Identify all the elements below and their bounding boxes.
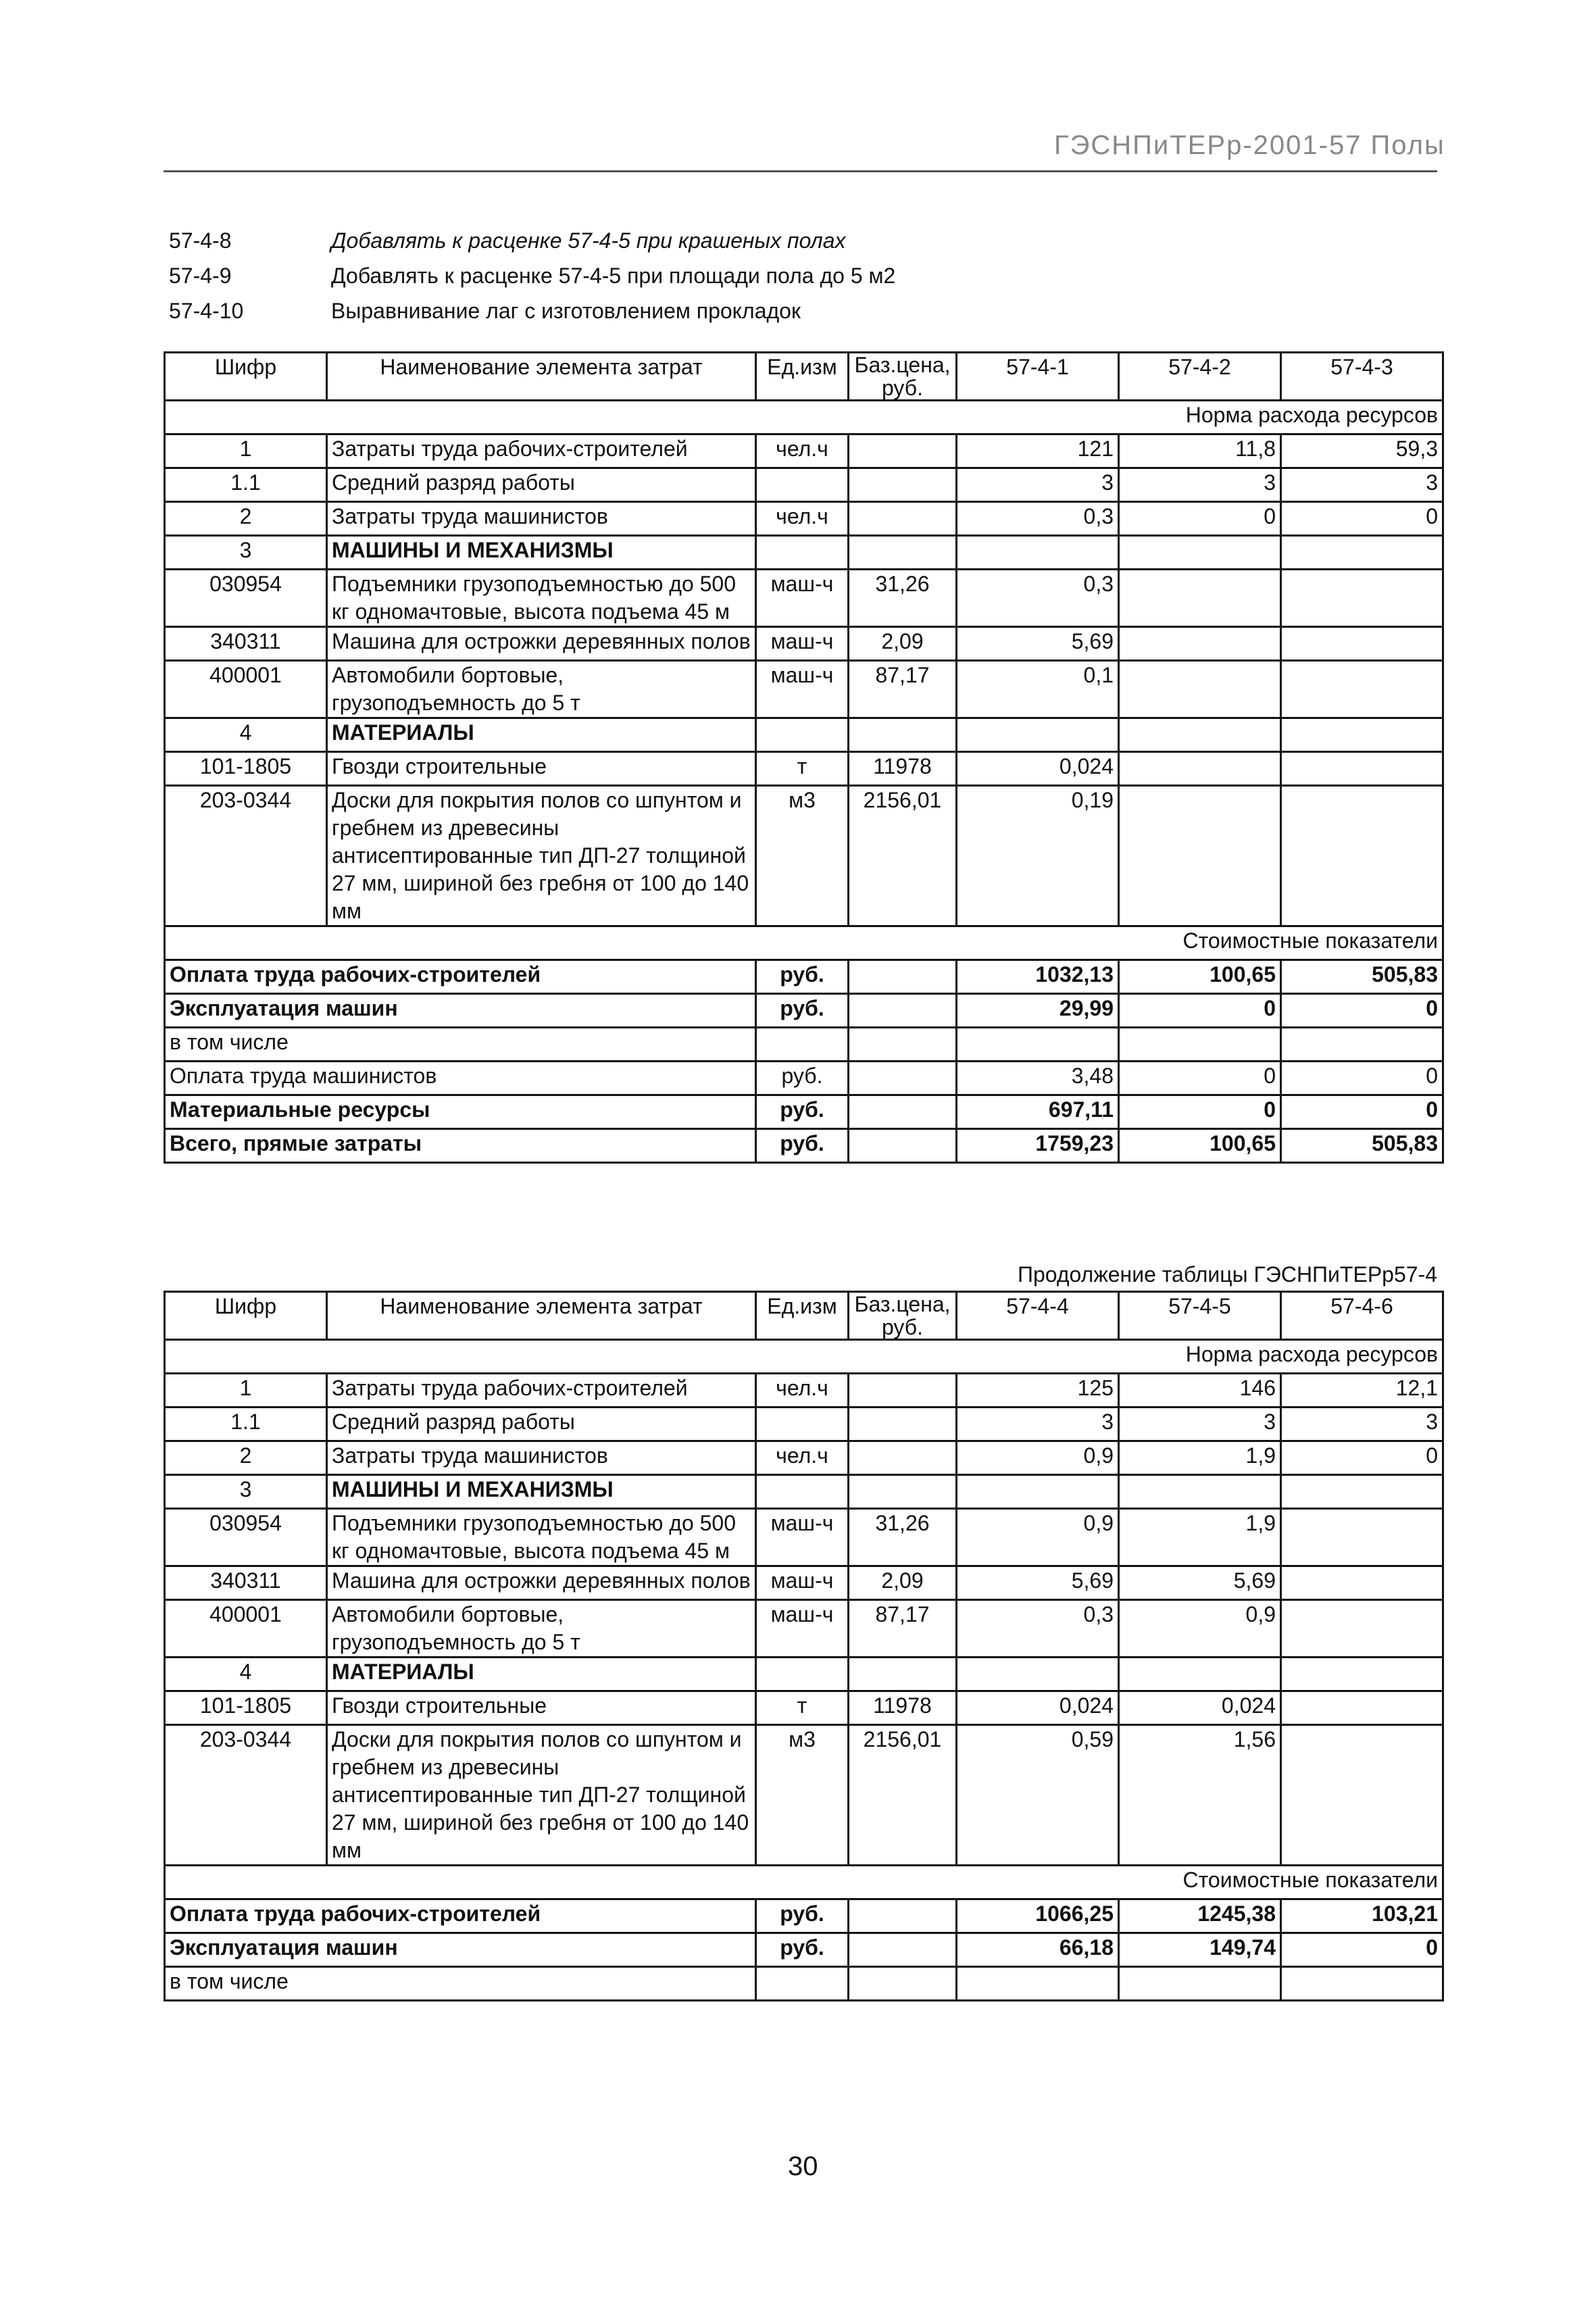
- cost-name: Материальные ресурсы: [165, 1095, 756, 1129]
- norm-band-row: [165, 401, 1443, 434]
- row-name: Доски для покрытия полов со шпунтом и гребнем из древесины антисептированные тип ДП-27 толщиной 27 мм, шириной без гребня от 100 до 140 мм: [327, 786, 756, 926]
- row-unit: т: [756, 752, 849, 786]
- row-unit: маш-ч: [756, 1509, 849, 1566]
- row-unit: [756, 1475, 849, 1509]
- row-code: 101-1805: [165, 1691, 327, 1725]
- cost-value: [1119, 1028, 1281, 1062]
- row-value: 0,024: [957, 1691, 1119, 1725]
- row-value: 3: [1281, 468, 1443, 502]
- cost-rows: [165, 960, 1443, 1163]
- norm-band-label: Норма расхода ресурсов: [165, 1340, 1443, 1374]
- row-value: 3: [1119, 1408, 1281, 1441]
- col-header-rate: 57-4-3: [1281, 353, 1443, 401]
- col-header-rate: 57-4-5: [1119, 1292, 1281, 1340]
- item-code: 57-4-8: [169, 228, 232, 253]
- row-value: 0,9: [957, 1509, 1119, 1566]
- cost-unit: руб.: [756, 1899, 849, 1933]
- item-text: Добавлять к расценке 57-4-5 при крашеных полах: [331, 228, 846, 253]
- cost-value: 505,83: [1281, 960, 1443, 994]
- cost-row: [165, 1899, 1443, 1933]
- norm-band-row: [165, 1340, 1443, 1374]
- cost-value: 0: [1281, 994, 1443, 1028]
- row-value: [1119, 661, 1281, 718]
- row-value: 121: [957, 434, 1119, 468]
- row-value: 1,56: [1119, 1725, 1281, 1866]
- item-code: 57-4-9: [169, 264, 232, 288]
- list-item: [169, 293, 895, 328]
- row-value: 0,024: [957, 752, 1119, 786]
- row-price: 11978: [849, 752, 957, 786]
- col-header-name: Наименование элемента затрат: [327, 353, 756, 401]
- row-code: 4: [165, 1658, 327, 1691]
- table-row: [165, 718, 1443, 752]
- cost-unit: [756, 1967, 849, 2001]
- col-header-code: Шифр: [165, 1292, 327, 1340]
- row-value: [1281, 1566, 1443, 1600]
- row-price: 2156,01: [849, 786, 957, 926]
- table-row: [165, 1509, 1443, 1566]
- cost-name: Оплата труда машинистов: [165, 1062, 756, 1095]
- row-value: [957, 1658, 1119, 1691]
- row-price: 2,09: [849, 627, 957, 661]
- col-header-unit: Ед.изм: [756, 1292, 849, 1340]
- cost-value: 3,48: [957, 1062, 1119, 1095]
- table-row: [165, 570, 1443, 627]
- col-header-rate: 57-4-2: [1119, 353, 1281, 401]
- row-code: 1.1: [165, 468, 327, 502]
- cost-band-label: Стоимостные показатели: [165, 1866, 1443, 1899]
- cost-band-row: [165, 926, 1443, 960]
- table-row: [165, 1691, 1443, 1725]
- item-text: Выравнивание лаг с изготовлением прокладок: [331, 299, 801, 323]
- cost-value: 0: [1119, 1062, 1281, 1095]
- row-unit: маш-ч: [756, 661, 849, 718]
- cost-name: Оплата труда рабочих-строителей: [165, 960, 756, 994]
- row-value: 0: [1281, 502, 1443, 536]
- cost-empty: [849, 1095, 957, 1129]
- row-name: Затраты труда рабочих-строителей: [327, 434, 756, 468]
- cost-name: Эксплуатация машин: [165, 994, 756, 1028]
- row-unit: маш-ч: [756, 1600, 849, 1658]
- cost-value: 0: [1119, 1095, 1281, 1129]
- row-value: 0,9: [957, 1441, 1119, 1475]
- row-name: Средний разряд работы: [327, 1408, 756, 1441]
- row-price: 2156,01: [849, 1725, 957, 1866]
- row-code: 101-1805: [165, 752, 327, 786]
- table-row: [165, 1374, 1443, 1408]
- table-row: [165, 1658, 1443, 1691]
- row-code: 2: [165, 1441, 327, 1475]
- row-code: 203-0344: [165, 786, 327, 926]
- row-code: 400001: [165, 1600, 327, 1658]
- row-value: 1,9: [1119, 1441, 1281, 1475]
- cost-row: [165, 1028, 1443, 1062]
- row-price: [849, 718, 957, 752]
- cost-value: 1245,38: [1119, 1899, 1281, 1933]
- resource-table-2: [164, 1291, 1444, 2001]
- row-name: МАШИНЫ И МЕХАНИЗМЫ: [327, 536, 756, 570]
- row-name: Машина для острожки деревянных полов: [327, 1566, 756, 1600]
- cost-value: 66,18: [957, 1933, 1119, 1967]
- cost-name: в том числе: [165, 1028, 756, 1062]
- row-value: [1281, 1658, 1443, 1691]
- row-price: [849, 1475, 957, 1509]
- col-header-code: Шифр: [165, 353, 327, 401]
- table-header-row: [165, 353, 1443, 401]
- cost-unit: руб.: [756, 1062, 849, 1095]
- row-value: [1281, 661, 1443, 718]
- table-row: [165, 1441, 1443, 1475]
- col-header-price: Баз.цена, руб.: [849, 1292, 957, 1340]
- table-row: [165, 502, 1443, 536]
- row-value: 0,3: [957, 502, 1119, 536]
- row-name: Затраты труда рабочих-строителей: [327, 1374, 756, 1408]
- cost-unit: руб.: [756, 1129, 849, 1163]
- table-row: [165, 1475, 1443, 1509]
- cost-value: [957, 1967, 1119, 2001]
- cost-empty: [849, 994, 957, 1028]
- row-value: 5,69: [1119, 1566, 1281, 1600]
- row-value: [1281, 1475, 1443, 1509]
- cost-value: 100,65: [1119, 1129, 1281, 1163]
- cost-row: [165, 1967, 1443, 2001]
- row-unit: чел.ч: [756, 1374, 849, 1408]
- table-row: [165, 1408, 1443, 1441]
- row-value: [1281, 1725, 1443, 1866]
- row-value: [1119, 1658, 1281, 1691]
- row-price: [849, 434, 957, 468]
- row-price: 2,09: [849, 1566, 957, 1600]
- row-unit: чел.ч: [756, 434, 849, 468]
- row-value: [1281, 786, 1443, 926]
- row-name: МАШИНЫ И МЕХАНИЗМЫ: [327, 1475, 756, 1509]
- cost-unit: руб.: [756, 1933, 849, 1967]
- col-header-rate: 57-4-6: [1281, 1292, 1443, 1340]
- row-name: МАТЕРИАЛЫ: [327, 1658, 756, 1691]
- row-unit: [756, 1658, 849, 1691]
- row-code: 030954: [165, 570, 327, 627]
- row-value: [957, 1475, 1119, 1509]
- row-unit: т: [756, 1691, 849, 1725]
- table-continuation-caption: Продолжение таблицы ГЭСНПиТЕРр57-4: [1017, 1262, 1437, 1287]
- item-text: Добавлять к расценке 57-4-5 при площади пола до 5 м2: [331, 264, 896, 288]
- row-unit: м3: [756, 786, 849, 926]
- norm-band-label: Норма расхода ресурсов: [165, 401, 1443, 434]
- cost-row: [165, 1129, 1443, 1163]
- table-row: [165, 434, 1443, 468]
- cost-empty: [849, 1062, 957, 1095]
- table-header-row: [165, 1292, 1443, 1340]
- row-value: [1119, 570, 1281, 627]
- row-price: [849, 1441, 957, 1475]
- row-value: [1281, 718, 1443, 752]
- row-code: 1.1: [165, 1408, 327, 1441]
- row-value: 5,69: [957, 1566, 1119, 1600]
- row-code: 340311: [165, 627, 327, 661]
- row-value: [1281, 1600, 1443, 1658]
- cost-empty: [849, 1967, 957, 2001]
- row-value: [957, 536, 1119, 570]
- table-row: [165, 1600, 1443, 1658]
- row-name: Затраты труда машинистов: [327, 1441, 756, 1475]
- row-code: 203-0344: [165, 1725, 327, 1866]
- resource-rows: [165, 434, 1443, 926]
- cost-unit: руб.: [756, 994, 849, 1028]
- row-value: 0,3: [957, 570, 1119, 627]
- cost-value: 1032,13: [957, 960, 1119, 994]
- row-value: 3: [957, 1408, 1119, 1441]
- cost-value: [1281, 1967, 1443, 2001]
- row-value: 12,1: [1281, 1374, 1443, 1408]
- cost-value: 149,74: [1119, 1933, 1281, 1967]
- row-value: [1281, 536, 1443, 570]
- row-price: [849, 468, 957, 502]
- page-number: 30: [788, 2151, 818, 2181]
- cost-row: [165, 1062, 1443, 1095]
- resource-table-1: [164, 351, 1444, 1164]
- row-value: 125: [957, 1374, 1119, 1408]
- cost-value: 1066,25: [957, 1899, 1119, 1933]
- table-row: [165, 627, 1443, 661]
- row-name: МАТЕРИАЛЫ: [327, 718, 756, 752]
- header-rule: [164, 170, 1437, 172]
- row-code: 1: [165, 1374, 327, 1408]
- table-row: [165, 786, 1443, 926]
- row-value: [1119, 536, 1281, 570]
- row-unit: м3: [756, 1725, 849, 1866]
- cost-value: [1281, 1028, 1443, 1062]
- row-value: [957, 718, 1119, 752]
- row-price: 87,17: [849, 661, 957, 718]
- table-row: [165, 752, 1443, 786]
- col-header-rate: 57-4-1: [957, 353, 1119, 401]
- row-code: 340311: [165, 1566, 327, 1600]
- row-unit: чел.ч: [756, 1441, 849, 1475]
- item-code: 57-4-10: [169, 299, 244, 323]
- col-header-name: Наименование элемента затрат: [327, 1292, 756, 1340]
- cost-empty: [849, 1933, 957, 1967]
- running-header: ГЭСНПиТЕРр-2001-57 Полы: [1054, 130, 1445, 160]
- cost-value: 29,99: [957, 994, 1119, 1028]
- row-value: [1281, 1509, 1443, 1566]
- table-row: [165, 1566, 1443, 1600]
- row-name: Доски для покрытия полов со шпунтом и гребнем из древесины антисептированные тип ДП-27 толщиной 27 мм, шириной без гребня от 100 до 140 мм: [327, 1725, 756, 1866]
- table-row: [165, 1725, 1443, 1866]
- row-unit: [756, 468, 849, 502]
- row-name: Подъемники грузоподъемностью до 500 кг одномачтовые, высота подъема 45 м: [327, 1509, 756, 1566]
- row-code: 3: [165, 536, 327, 570]
- row-code: 030954: [165, 1509, 327, 1566]
- row-name: Гвозди строительные: [327, 1691, 756, 1725]
- row-name: Средний разряд работы: [327, 468, 756, 502]
- row-price: 31,26: [849, 1509, 957, 1566]
- row-code: 2: [165, 502, 327, 536]
- row-price: 31,26: [849, 570, 957, 627]
- row-price: [849, 1408, 957, 1441]
- table-row: [165, 661, 1443, 718]
- cost-value: 103,21: [1281, 1899, 1443, 1933]
- cost-value: 0: [1281, 1095, 1443, 1129]
- cost-value: [957, 1028, 1119, 1062]
- col-header-unit: Ед.изм: [756, 353, 849, 401]
- cost-empty: [849, 1129, 957, 1163]
- row-value: [1119, 752, 1281, 786]
- row-value: 0,3: [957, 1600, 1119, 1658]
- row-value: [1281, 627, 1443, 661]
- row-unit: [756, 536, 849, 570]
- cost-unit: руб.: [756, 1095, 849, 1129]
- cost-rows: [165, 1899, 1443, 2001]
- cost-name: Оплата труда рабочих-строителей: [165, 1899, 756, 1933]
- row-value: 0,9: [1119, 1600, 1281, 1658]
- row-value: [1281, 570, 1443, 627]
- col-header-price: Баз.цена, руб.: [849, 353, 957, 401]
- row-name: Автомобили бортовые, грузоподъемность до 5 т: [327, 661, 756, 718]
- row-price: [849, 502, 957, 536]
- row-value: 5,69: [957, 627, 1119, 661]
- row-value: 3: [957, 468, 1119, 502]
- row-name: Затраты труда машинистов: [327, 502, 756, 536]
- row-unit: маш-ч: [756, 1566, 849, 1600]
- row-code: 1: [165, 434, 327, 468]
- table-row: [165, 536, 1443, 570]
- row-value: 3: [1281, 1408, 1443, 1441]
- row-unit: [756, 718, 849, 752]
- row-price: [849, 536, 957, 570]
- cost-value: 697,11: [957, 1095, 1119, 1129]
- cost-value: 0: [1281, 1933, 1443, 1967]
- row-value: [1281, 1691, 1443, 1725]
- row-value: 0,1: [957, 661, 1119, 718]
- row-value: 59,3: [1281, 434, 1443, 468]
- cost-value: 505,83: [1281, 1129, 1443, 1163]
- cost-value: 1759,23: [957, 1129, 1119, 1163]
- item-list: [169, 223, 895, 328]
- row-value: 11,8: [1119, 434, 1281, 468]
- row-value: 0,19: [957, 786, 1119, 926]
- cost-row: [165, 1095, 1443, 1129]
- row-unit: маш-ч: [756, 570, 849, 627]
- cost-empty: [849, 960, 957, 994]
- list-item: [169, 223, 895, 258]
- row-value: 0: [1281, 1441, 1443, 1475]
- cost-empty: [849, 1899, 957, 1933]
- cost-unit: руб.: [756, 960, 849, 994]
- row-value: 0,59: [957, 1725, 1119, 1866]
- col-header-rate: 57-4-4: [957, 1292, 1119, 1340]
- cost-name: Всего, прямые затраты: [165, 1129, 756, 1163]
- cost-name: в том числе: [165, 1967, 756, 2001]
- cost-value: 100,65: [1119, 960, 1281, 994]
- row-name: Машина для острожки деревянных полов: [327, 627, 756, 661]
- row-value: [1119, 1475, 1281, 1509]
- row-unit: [756, 1408, 849, 1441]
- cost-empty: [849, 1028, 957, 1062]
- row-value: 1,9: [1119, 1509, 1281, 1566]
- row-value: 3: [1119, 468, 1281, 502]
- cost-value: 0: [1119, 994, 1281, 1028]
- row-value: 146: [1119, 1374, 1281, 1408]
- row-price: [849, 1374, 957, 1408]
- cost-unit: [756, 1028, 849, 1062]
- row-value: [1119, 627, 1281, 661]
- row-value: 0,024: [1119, 1691, 1281, 1725]
- row-value: [1119, 786, 1281, 926]
- cost-band-row: [165, 1866, 1443, 1899]
- resource-rows: [165, 1374, 1443, 1866]
- row-price: [849, 1658, 957, 1691]
- row-value: [1281, 752, 1443, 786]
- cost-name: Эксплуатация машин: [165, 1933, 756, 1967]
- row-value: 0: [1119, 502, 1281, 536]
- cost-row: [165, 1933, 1443, 1967]
- row-name: Автомобили бортовые, грузоподъемность до 5 т: [327, 1600, 756, 1658]
- cost-value: 0: [1281, 1062, 1443, 1095]
- row-name: Гвозди строительные: [327, 752, 756, 786]
- row-code: 4: [165, 718, 327, 752]
- row-unit: чел.ч: [756, 502, 849, 536]
- row-price: 87,17: [849, 1600, 957, 1658]
- row-value: [1119, 718, 1281, 752]
- row-price: 11978: [849, 1691, 957, 1725]
- row-name: Подъемники грузоподъемностью до 500 кг одномачтовые, высота подъема 45 м: [327, 570, 756, 627]
- cost-value: [1119, 1967, 1281, 2001]
- cost-row: [165, 994, 1443, 1028]
- table-row: [165, 468, 1443, 502]
- row-unit: маш-ч: [756, 627, 849, 661]
- cost-band-label: Стоимостные показатели: [165, 926, 1443, 960]
- row-code: 400001: [165, 661, 327, 718]
- row-code: 3: [165, 1475, 327, 1509]
- list-item: [169, 258, 895, 293]
- cost-row: [165, 960, 1443, 994]
